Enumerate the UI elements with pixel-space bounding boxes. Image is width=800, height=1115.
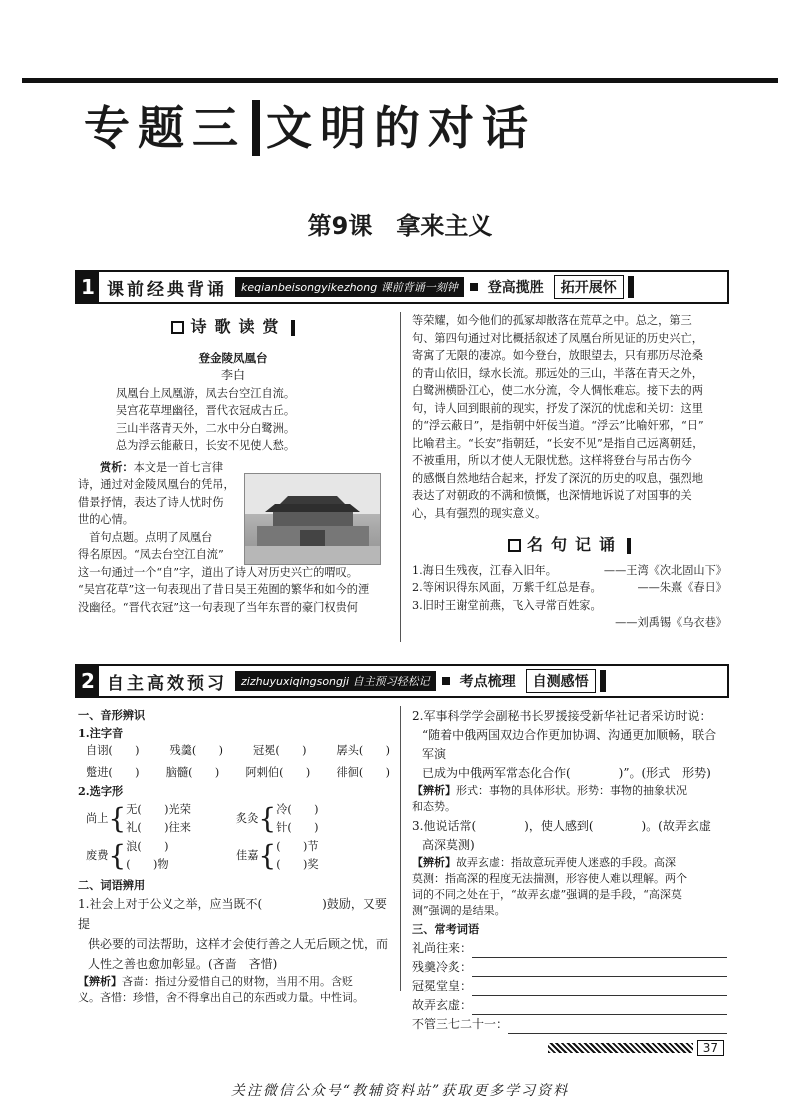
char-choice-row	[78, 801, 390, 837]
quote-row: 1.海日生残夜，江春入旧年。 ——王湾《次北固山下》	[412, 563, 727, 577]
answer-blank[interactable]	[508, 1015, 727, 1034]
poem-title: 登金陵凤凰台	[198, 350, 268, 365]
char-group: 佳嘉 { ( )节 ( )奖	[236, 838, 319, 872]
note-line: 莫测：指高深的程度无法揣测，形容使人难以理解。两个	[412, 872, 687, 885]
note-line: 得名原因。“凤去台空江自流”	[78, 548, 224, 561]
pinyin-row: 蹩进( ) 脑髓( ) 阿剌伯( ) 徘徊( )	[86, 765, 390, 779]
page-title	[84, 100, 536, 156]
title-left: 专题三	[84, 101, 246, 155]
square-icon	[470, 283, 478, 291]
note-line: 本文是一首七言律	[133, 460, 224, 474]
poem-line: 吴宫花草埋幽径，晋代衣冠成古丘。	[116, 404, 296, 417]
text-line: 的“浮云蔽日”，是指朝中奸佞当道。“浮云”比喻奸邪，“日”	[412, 419, 704, 432]
exercise-right	[412, 707, 727, 1034]
band-title: 自主高效预习	[107, 673, 227, 694]
char-group: 废费 { 浪( ) ( )物	[86, 838, 169, 872]
text-line: 表达了对朝政的不满和愤慨，也深情地诉说了对国事的关	[412, 489, 692, 502]
band-pinyin: zizhuyuxiqingsongji 自主预习轻松记	[235, 671, 436, 691]
section-heading: 名句记诵	[412, 536, 727, 554]
band-end-bar	[628, 276, 634, 298]
note-label: 赏析：	[100, 459, 134, 474]
text-line: 白鹭洲横卧江心，使二水分流，令人惆怅难忘。接下去的两	[412, 384, 703, 397]
square-icon	[171, 321, 184, 334]
exercise-left	[78, 707, 390, 1006]
question-line: 人性之善也愈加彰显。(吝啬 吝惜)	[88, 957, 278, 971]
exercise-heading: 二、词语辨用	[78, 877, 146, 892]
page-number-bar	[548, 1040, 724, 1056]
exercise-heading: 一、音形辨识	[78, 708, 146, 722]
answer-blank[interactable]	[472, 996, 727, 1015]
band-tag: 登高揽胜	[487, 280, 544, 296]
text-line: 句、第四句通过对比概括叙述了凤凰台所见证的历史兴亡，	[412, 331, 703, 345]
question-line: 2.军事科学学会副秘书长罗援接受新华社记者采访时说：	[412, 709, 712, 723]
square-icon	[508, 539, 521, 552]
note-line: 义。吝惜：珍惜，舍不得拿出自己的东西或力量。中性词。	[78, 991, 364, 1004]
question-line: 已成为中俄两军常态化合作( )”。(形式 形势)	[422, 766, 711, 780]
quote-row: 2.等闲识得东风面，万紫千红总是春。 ——朱熹《春日》	[412, 581, 727, 594]
word-item: 礼尚往来：	[412, 939, 727, 958]
top-rule	[22, 78, 778, 83]
answer-blank[interactable]	[472, 939, 727, 958]
char-group: 炙灸 { 冷( ) 针( )	[236, 801, 319, 835]
lesson-title: 第9课 拿来主义	[307, 212, 493, 240]
section-band-1	[75, 270, 729, 304]
text-line: 的青山依旧，绿水长流。那远处的三山，半落在青天之外，	[412, 366, 703, 380]
question-line: 供必要的司法帮助，这样才会使行善之人无后顾之忧，而	[88, 937, 389, 951]
poem-line: 总为浮云能蔽日，长安不见使人愁。	[116, 439, 296, 452]
square-icon	[442, 677, 450, 685]
title-divider	[252, 100, 260, 156]
poem-line: 凤凰台上凤凰游，凤去台空江自流。	[116, 386, 296, 400]
answer-blank[interactable]	[472, 977, 727, 996]
hatch-decoration	[548, 1043, 693, 1053]
word-item: 冠冕堂皇：	[412, 977, 727, 996]
note-label: 【辨析】	[412, 856, 456, 869]
note-line: 首句点题。点明了凤凰台	[78, 530, 213, 544]
exercise-subheading: 1.注字音	[78, 725, 124, 740]
note-line: 测”强调的是结果。	[412, 904, 506, 917]
poem-analysis-continued	[412, 312, 727, 632]
word-item: 不管三七二十一：	[412, 1015, 727, 1034]
note-label: 【辨析】	[412, 784, 456, 797]
band-number: 2	[77, 666, 99, 696]
note-line: 形式：事物的具体形状。形势：事物的抽象状况	[456, 784, 687, 797]
text-line: 等荣耀，如今他们的孤冢却散落在荒草之中。总之，第三	[412, 314, 692, 327]
note-line: “吴宫花草”这一句表现出了昔日吴王苑囿的繁华和如今的湮	[78, 583, 370, 596]
band-end-bar	[600, 670, 606, 692]
text-line: 寄寓了无限的凄凉。如今登台，放眼望去，只有那历尽沧桑	[412, 349, 703, 362]
note-label: 【辨析】	[78, 975, 122, 988]
char-group: 尚上 { 无( )光荣 礼( )往来	[86, 801, 191, 835]
text-line: 的感慨自然地结合起来，抒发了深沉的历史的叹息，强烈地	[412, 471, 703, 485]
poem-section	[78, 318, 388, 616]
text-line: 心，具有强烈的现实意义。	[412, 506, 547, 520]
poem-author: 李白	[220, 368, 245, 382]
exercise-heading: 三、常考词语	[412, 922, 480, 936]
text-line: 比喻君主。“长安”指朝廷，“长安不见”是指自己远离朝廷，	[412, 436, 704, 450]
word-item: 残羹冷炙：	[412, 958, 727, 977]
note-line: 吝啬：指过分爱惜自己的财物，当用不用。含贬	[122, 975, 353, 988]
page-number: 37	[697, 1040, 724, 1056]
word-list	[412, 939, 727, 1034]
quote-text: 3.旧时王谢堂前燕，飞入寻常百姓家。	[412, 598, 602, 612]
band-tag: 自测感悟	[526, 669, 596, 693]
band-tag: 考点梳理	[459, 674, 516, 690]
poem-line: 三山半落青天外，二水中分白鹭洲。	[116, 421, 296, 435]
char-choice-row	[78, 837, 390, 875]
note-line: 词的不同之处在于，“故弄玄虚”强调的是手段，“高深莫	[412, 888, 682, 901]
quote-source: ——刘禹锡《乌衣巷》	[615, 616, 727, 629]
title-right: 文明的对话	[266, 101, 536, 155]
column-divider	[400, 312, 401, 642]
question-line: 1.社会上对于公义之举，应当既不( )鼓励，又要提	[78, 897, 387, 931]
section-band-2	[75, 664, 729, 698]
bar-icon	[627, 538, 631, 554]
column-divider	[400, 706, 401, 991]
question-line: 3.他说话常( )，使人感到( )。(故弄玄虚	[412, 819, 711, 833]
note-line: 没幽径。“晋代衣冠”这一句表现了当年东晋的豪门权贵何	[78, 600, 358, 614]
note-line: 借景抒情，表达了诗人忧时伤	[78, 495, 224, 509]
pavilion-photo	[244, 473, 381, 565]
band-tag: 拓开展怀	[554, 275, 624, 299]
exercise-subheading: 2.选字形	[78, 784, 124, 798]
section-heading: 诗歌读赏	[78, 318, 388, 336]
bar-icon	[291, 320, 295, 336]
question-line: 高深莫测)	[422, 838, 475, 852]
question-line: “随着中俄两国双边合作更加协调、沟通更加顺畅，联合军演	[422, 728, 717, 761]
band-pinyin: keqianbeisongyikezhong 课前背诵一刻钟	[235, 277, 464, 297]
band-title: 课前经典背诵	[107, 279, 227, 300]
answer-blank[interactable]	[472, 958, 727, 977]
text-line: 句，诗人回到眼前的现实，抒发了深沉的忧虑和关切：这里	[412, 401, 703, 415]
note-line: 这一句通过一个“自”字，道出了诗人对历史兴亡的喟叹。	[78, 565, 358, 579]
word-item: 故弄玄虚：	[412, 996, 727, 1015]
note-line: 故弄玄虚：指故意玩弄使人迷惑的手段。高深	[456, 856, 676, 869]
note-line: 诗，通过对金陵凤凰台的凭吊，	[78, 478, 235, 491]
note-line: 世的心情。	[78, 513, 134, 526]
text-line: 不被重用，所以才使人无限忧愁。这样将登台与吊古伤今	[412, 454, 692, 467]
note-line: 和态势。	[412, 800, 456, 813]
pinyin-row: 自诩( ) 残羹( ) 冠冕( ) 孱头( )	[86, 744, 390, 757]
footer-note: 关注微信公众号“教辅资料站”获取更多学习资料	[230, 1083, 570, 1099]
band-number: 1	[77, 272, 99, 302]
